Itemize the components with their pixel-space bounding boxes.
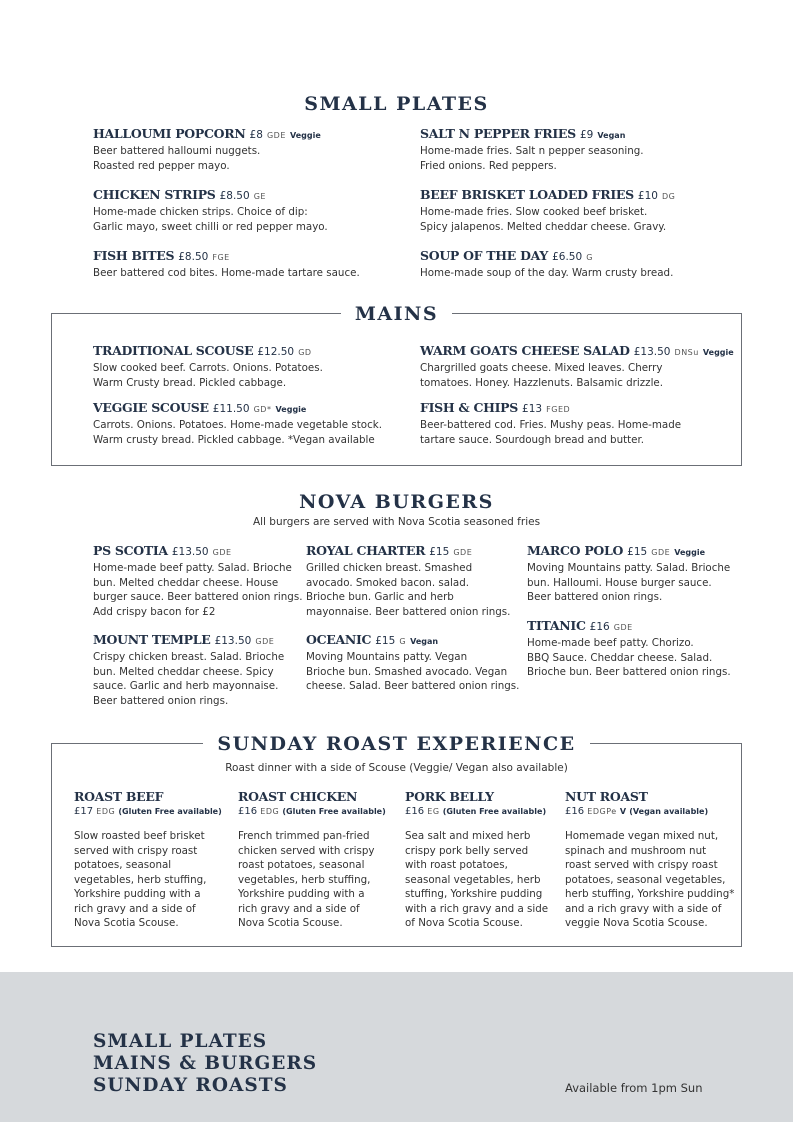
menu-item: SOUP OF THE DAY £6.50 G Home-made soup of the day. Warm crusty bread. <box>420 248 740 281</box>
item-description: Beer battered cod bites. Home-made tartare sauce. <box>93 267 360 279</box>
item-description: Home-made soup of the day. Warm crusty bread. <box>420 267 674 279</box>
footer-line-mains-burgers: MAINS & BURGERS <box>93 1053 318 1074</box>
item-description: French trimmed pan-fried chicken served with crispy roast potatoes, seasonal vegetables, herb stuffing, Yorkshire pudding with a rich gravy and a side of Nova Scotia Scouse. <box>238 830 375 929</box>
item-description: Chargrilled goats cheese. Mixed leaves. Cherry tomatoes. Honey. Hazzlenuts. Balsamic drizzle. <box>420 362 664 389</box>
menu-item: PS SCOTIA £13.50 GDE Home-made beef patty. Salad. Brioche bun. Melted cheddar cheese. House burger sauce. Beer battered onion rings. Add crispy bacon for £2 <box>93 543 303 618</box>
menu-item: ROAST BEEF £17 EDG (Gluten Free available) Slow roasted beef brisket served with crispy roast potatoes, seasonal vegetables, herb stuffing, Yorkshire pudding with a rich gravy and a side of Nova Scotia Scouse. <box>74 789 234 931</box>
menu-item: WARM GOATS CHEESE SALAD £13.50 DNSu Veggie Chargrilled goats cheese. Mixed leaves. Cherry tomatoes. Honey. Hazzlenuts. Balsamic drizzle. <box>420 343 734 389</box>
item-description: Homemade vegan mixed nut, spinach and mushroom nut roast served with crispy roast potatoes, seasonal vegetables, herb stuffing, Yorkshire pudding* and a rich gravy with a side of veggie Nova Scotia Scouse. <box>565 830 735 929</box>
menu-item: TRADITIONAL SCOUSE £12.50 GD Slow cooked beef. Carrots. Onions. Potatoes. Warm Crusty bread. Pickled cabbage. <box>93 343 413 390</box>
menu-item: SALT N PEPPER FRIES £9 Vegan Home-made fries. Salt n pepper seasoning. Fried onions. Red peppers. <box>420 126 740 173</box>
item-description: Crispy chicken breast. Salad. Brioche bun. Melted cheddar cheese. Spicy sauce. Garlic and herb mayonnaise. Beer battered onion rings. <box>93 651 285 707</box>
item-description: Beer battered halloumi nuggets. Roasted red pepper mayo. <box>93 145 261 172</box>
menu-item: MOUNT TEMPLE £13.50 GDE Crispy chicken breast. Salad. Brioche bun. Melted cheddar cheese. Spicy sauce. Garlic and herb mayonnaise. Beer battered onion rings. <box>93 632 303 708</box>
item-description: Home-made fries. Slow cooked beef brisket. Spicy jalapenos. Melted cheddar cheese. Gravy. <box>420 206 667 233</box>
menu-item: NUT ROAST £16 EDGPe V (Vegan available) Homemade vegan mixed nut, spinach and mushroom nut roast served with crispy roast potatoes, seasonal vegetables, herb stuffing, Yorkshire pudding* and a rich gravy with a side of veggie Nova Scotia Scouse. <box>565 789 737 931</box>
item-description: Home-made chicken strips. Choice of dip: Garlic mayo, sweet chilli or red pepper mayo. <box>93 206 328 233</box>
menu-item: CHICKEN STRIPS £8.50 GE Home-made chicken strips. Choice of dip: Garlic mayo, sweet chilli or red pepper mayo. <box>93 187 413 234</box>
menu-item: MARCO POLO £15 GDE Veggie Moving Mountains patty. Salad. Brioche bun. Halloumi. House burger sauce. Beer battered onion rings. <box>527 543 742 605</box>
menu-item: FISH BITES £8.50 FGE Beer battered cod bites. Home-made tartare sauce. <box>93 248 413 281</box>
menu-item: HALLOUMI POPCORN £8 GDE Veggie Beer battered halloumi nuggets. Roasted red pepper mayo. <box>93 126 413 173</box>
item-description: Carrots. Onions. Potatoes. Home-made vegetable stock. Warm crusty bread. Pickled cabbage. *Vegan available <box>93 419 382 446</box>
item-description: Slow cooked beef. Carrots. Onions. Potatoes. Warm Crusty bread. Pickled cabbage. <box>93 362 323 389</box>
menu-item: BEEF BRISKET LOADED FRIES £10 DG Home-made fries. Slow cooked beef brisket. Spicy jalapenos. Melted cheddar cheese. Gravy. <box>420 187 740 234</box>
item-description: Beer-battered cod. Fries. Mushy peas. Home-made tartare sauce. Sourdough bread and butter. <box>420 419 682 446</box>
menu-item: VEGGIE SCOUSE £11.50 GD* Veggie Carrots. Onions. Potatoes. Home-made vegetable stock. Warm crusty bread. Pickled cabbage. *Vegan available <box>93 400 413 447</box>
small-plates-heading: SMALL PLATES <box>0 93 793 115</box>
menu-item: ROYAL CHARTER £15 GDE Grilled chicken breast. Smashed avocado. Smoked bacon. salad. Brioche bun. Garlic and herb mayonnaise. Beer battered onion rings. <box>306 543 521 619</box>
item-description: Moving Mountains patty. Salad. Brioche bun. Halloumi. House burger sauce. Beer battered onion rings. <box>527 562 731 603</box>
item-description: Home-made fries. Salt n pepper seasoning. Fried onions. Red peppers. <box>420 145 644 172</box>
roast-subheading: Roast dinner with a side of Scouse (Veggie/ Vegan also available) <box>225 762 568 774</box>
menu-item: OCEANIC £15 G Vegan Moving Mountains patty. Vegan Brioche bun. Smashed avocado. Vegan cheese. Salad. Beer battered onion rings. <box>306 632 520 692</box>
item-description: Moving Mountains patty. Vegan Brioche bun. Smashed avocado. Vegan cheese. Salad. Beer battered onion rings. <box>306 651 520 692</box>
footer-line-small-plates: SMALL PLATES <box>93 1031 268 1052</box>
mains-heading: MAINS <box>0 303 793 325</box>
burgers-subheading: All burgers are served with Nova Scotia seasoned fries <box>252 516 541 528</box>
item-description: Home-made beef patty. Chorizo. BBQ Sauce. Cheddar cheese. Salad. Brioche bun. Beer battered onion rings. <box>527 637 731 678</box>
menu-item: TITANIC £16 GDE Home-made beef patty. Chorizo. BBQ Sauce. Cheddar cheese. Salad. Brioche bun. Beer battered onion rings. <box>527 618 742 680</box>
footer-line-sunday-roasts: SUNDAY ROASTS <box>93 1075 288 1096</box>
menu-item: FISH & CHIPS £13 FGED Beer-battered cod. Fries. Mushy peas. Home-made tartare sauce. Sourdough bread and butter. <box>420 400 735 447</box>
burgers-heading: NOVA BURGERS <box>0 491 793 513</box>
item-description: Slow roasted beef brisket served with crispy roast potatoes, seasonal vegetables, herb stuffing, Yorkshire pudding with a rich gravy and a side of Nova Scotia Scouse. <box>74 830 207 929</box>
menu-item: ROAST CHICKEN £16 EDG (Gluten Free available) French trimmed pan-fried chicken served with crispy roast potatoes, seasonal vegetables, herb stuffing, Yorkshire pudding with a rich gravy and a side of Nova Scotia Scouse. <box>238 789 400 931</box>
availability-note: Available from 1pm Sun <box>565 1081 703 1095</box>
roast-heading: SUNDAY ROAST EXPERIENCE <box>0 733 793 755</box>
menu-item: PORK BELLY £16 EG (Gluten Free available) Sea salt and mixed herb crispy pork belly served with roast potatoes, seasonal vegetables, herb stuffing, Yorkshire pudding with a rich gravy and a side of Nova Scotia Scouse. <box>405 789 560 931</box>
item-description: Grilled chicken breast. Smashed avocado. Smoked bacon. salad. Brioche bun. Garlic and herb mayonnaise. Beer battered onion rings. <box>306 562 511 618</box>
item-description: Home-made beef patty. Salad. Brioche bun. Melted cheddar cheese. House burger sauce. Beer battered onion rings. Add crispy bacon for £2 <box>93 562 303 618</box>
item-description: Sea salt and mixed herb crispy pork belly served with roast potatoes, seasonal vegetables, herb stuffing, Yorkshire pudding with a rich gravy and a side of Nova Scotia Scouse. <box>405 830 549 929</box>
